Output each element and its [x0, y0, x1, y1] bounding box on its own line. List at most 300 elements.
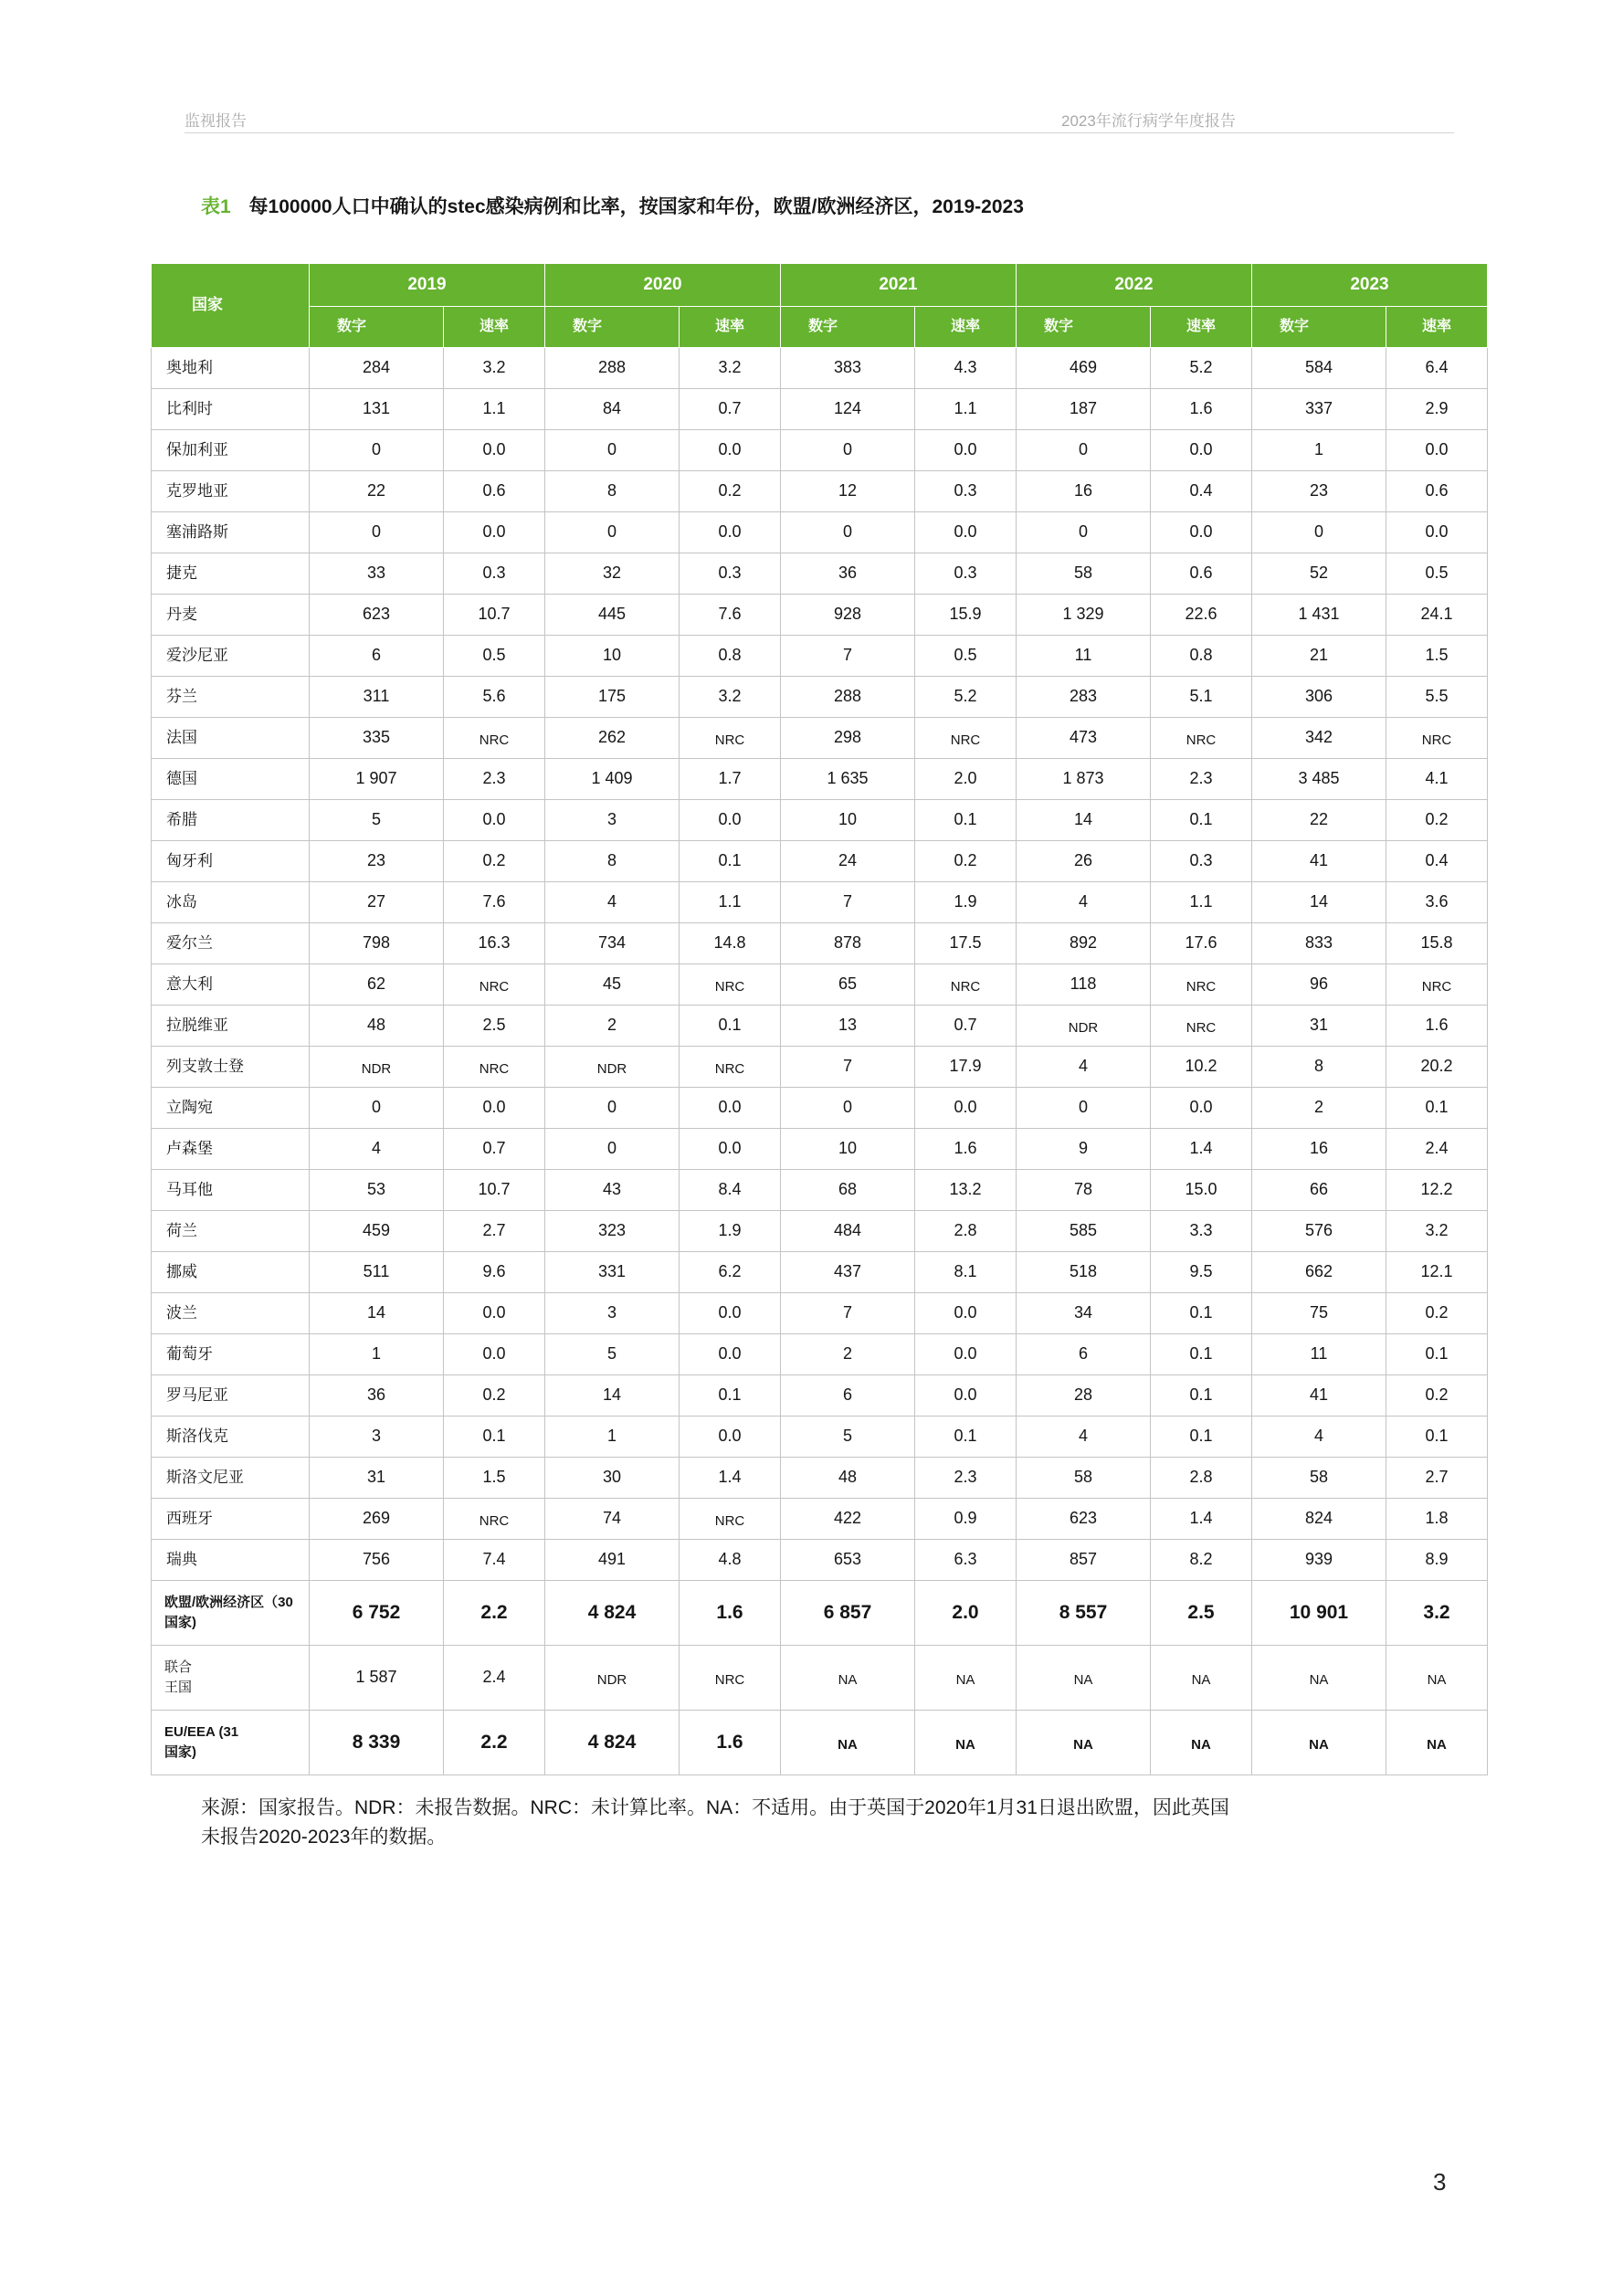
year-header: 2019: [310, 264, 545, 307]
case-count-cell: 65: [781, 964, 915, 1006]
rate-cell: 0.0: [680, 1293, 781, 1334]
rate-cell: 9.6: [444, 1252, 545, 1293]
rate-cell: 9.5: [1151, 1252, 1252, 1293]
case-count-cell: 24: [781, 841, 915, 882]
rate-cell: 2.7: [444, 1211, 545, 1252]
country-name: 葡萄牙: [152, 1334, 310, 1375]
country-name: 德国: [152, 759, 310, 800]
country-name: 匈牙利: [152, 841, 310, 882]
table-row: [152, 636, 1488, 677]
rate-cell: NRC: [680, 1646, 781, 1711]
rate-cell: 0.7: [680, 389, 781, 430]
rate-cell: 0.9: [915, 1499, 1017, 1540]
year-header: 2020: [545, 264, 781, 307]
case-count-cell: 298: [781, 718, 915, 759]
table-row: [152, 1375, 1488, 1417]
country-rows: [152, 348, 1488, 1581]
rate-cell: 8.1: [915, 1252, 1017, 1293]
running-header: [184, 111, 1454, 133]
rate-cell: 2.8: [915, 1211, 1017, 1252]
table-row: [152, 1088, 1488, 1129]
case-count-cell: 4: [310, 1129, 444, 1170]
table-row: [152, 430, 1488, 471]
rate-cell: 0.1: [1151, 1334, 1252, 1375]
rate-cell: 1.1: [915, 389, 1017, 430]
case-count-cell: 22: [310, 471, 444, 512]
case-count-cell: 124: [781, 389, 915, 430]
country-name: 拉脱维亚: [152, 1006, 310, 1047]
case-count-cell: 43: [545, 1170, 680, 1211]
rate-cell: 0.0: [1386, 512, 1488, 553]
rate-cell: 13.2: [915, 1170, 1017, 1211]
rate-cell: 0.6: [1386, 471, 1488, 512]
case-count-cell: 1 431: [1252, 595, 1386, 636]
rate-cell: 0.2: [1386, 1375, 1488, 1417]
case-count-cell: 878: [781, 923, 915, 964]
case-count-cell: 4: [545, 882, 680, 923]
rate-cell: 0.1: [1151, 1293, 1252, 1334]
rate-cell: 1.7: [680, 759, 781, 800]
case-count-cell: 14: [1017, 800, 1151, 841]
rate-cell: NRC: [1151, 964, 1252, 1006]
case-count-cell: 857: [1017, 1540, 1151, 1581]
table-row: [152, 1458, 1488, 1499]
table-row: [152, 1540, 1488, 1581]
country-name: 挪威: [152, 1252, 310, 1293]
rate-cell: 4.8: [680, 1540, 781, 1581]
rate-cell: 0.1: [1151, 800, 1252, 841]
case-count-cell: 31: [310, 1458, 444, 1499]
country-name: 保加利亚: [152, 430, 310, 471]
rate-cell: 0.7: [915, 1006, 1017, 1047]
table-row: [152, 718, 1488, 759]
case-count-cell: 0: [545, 1088, 680, 1129]
rate-cell: 0.0: [444, 1293, 545, 1334]
rate-cell: 8.9: [1386, 1540, 1488, 1581]
rate-cell: 0.0: [915, 1088, 1017, 1129]
rate-cell: 0.0: [915, 430, 1017, 471]
table-row: [152, 1170, 1488, 1211]
rate-cell: 0.7: [444, 1129, 545, 1170]
case-count-cell: 484: [781, 1211, 915, 1252]
footnote-line: 未报告2020-2023年的数据。: [201, 1827, 447, 1848]
case-count-cell: 10: [781, 800, 915, 841]
rate-cell: 0.0: [444, 512, 545, 553]
rate-cell: 1.8: [1386, 1499, 1488, 1540]
row-label-line: 欧盟/欧洲经济区（30: [164, 1595, 293, 1610]
case-count-cell: 798: [310, 923, 444, 964]
rate-cell: 0.0: [680, 1129, 781, 1170]
case-count-cell: NDR: [310, 1047, 444, 1088]
rate-cell: 0.1: [1151, 1375, 1252, 1417]
rate-cell: 2.0: [915, 759, 1017, 800]
rate-cell: 0.4: [1386, 841, 1488, 882]
case-count-cell: 0: [310, 1088, 444, 1129]
rate-cell: 0.0: [680, 800, 781, 841]
rate-cell: 1.6: [1386, 1006, 1488, 1047]
case-count-cell: NA: [1017, 1711, 1151, 1775]
case-count-cell: 2: [781, 1334, 915, 1375]
case-count-cell: 11: [1017, 636, 1151, 677]
rate-cell: 5.2: [1151, 348, 1252, 389]
page-number: 3: [1433, 2168, 1447, 2196]
case-count-cell: 518: [1017, 1252, 1151, 1293]
case-count-cell: 58: [1252, 1458, 1386, 1499]
rate-cell: 0.0: [444, 430, 545, 471]
rate-cell: 2.3: [1151, 759, 1252, 800]
case-count-cell: 2: [545, 1006, 680, 1047]
rate-cell: 0.1: [680, 1006, 781, 1047]
table-row: [152, 841, 1488, 882]
country-name: 荷兰: [152, 1211, 310, 1252]
rate-cell: 0.0: [680, 1334, 781, 1375]
case-count-cell: 131: [310, 389, 444, 430]
rate-cell: 0.0: [680, 430, 781, 471]
case-count-cell: 0: [781, 512, 915, 553]
case-count-subheader: 数字: [781, 307, 915, 348]
case-count-cell: 36: [310, 1375, 444, 1417]
rate-cell: 1.5: [1386, 636, 1488, 677]
rate-cell: 2.3: [915, 1458, 1017, 1499]
table-caption: [201, 195, 1024, 220]
running-header-report-title: 2023年流行病学年度报告: [1061, 112, 1236, 130]
case-count-cell: 3: [545, 1293, 680, 1334]
rate-cell: 17.5: [915, 923, 1017, 964]
case-count-cell: 8: [545, 841, 680, 882]
case-count-cell: 3: [545, 800, 680, 841]
rate-cell: 0.0: [915, 1293, 1017, 1334]
case-count-cell: 16: [1252, 1129, 1386, 1170]
case-count-cell: 1: [545, 1417, 680, 1458]
country-column-header: 国家: [152, 264, 310, 348]
case-count-cell: 3 485: [1252, 759, 1386, 800]
case-count-cell: NA: [781, 1711, 915, 1775]
case-count-cell: 6: [1017, 1334, 1151, 1375]
case-count-cell: 58: [1017, 553, 1151, 595]
table-row: [152, 759, 1488, 800]
rate-cell: 7.4: [444, 1540, 545, 1581]
rate-cell: NRC: [915, 718, 1017, 759]
row-label: [152, 1711, 310, 1775]
case-count-cell: 576: [1252, 1211, 1386, 1252]
case-count-cell: 66: [1252, 1170, 1386, 1211]
case-count-cell: 41: [1252, 841, 1386, 882]
rate-cell: 0.4: [1151, 471, 1252, 512]
case-count-cell: 0: [545, 430, 680, 471]
rate-cell: 4.1: [1386, 759, 1488, 800]
case-count-cell: 511: [310, 1252, 444, 1293]
rate-cell: 0.5: [915, 636, 1017, 677]
table-row: [152, 923, 1488, 964]
rate-subheader: 速率: [444, 307, 545, 348]
country-name: 立陶宛: [152, 1088, 310, 1129]
case-count-cell: 118: [1017, 964, 1151, 1006]
table-row: [152, 964, 1488, 1006]
rate-cell: NA: [1386, 1646, 1488, 1711]
rate-cell: NRC: [680, 964, 781, 1006]
case-count-cell: 12: [781, 471, 915, 512]
table-row: [152, 553, 1488, 595]
case-count-cell: 10 901: [1252, 1581, 1386, 1646]
rate-subheader: 速率: [680, 307, 781, 348]
case-count-subheader: 数字: [1017, 307, 1151, 348]
rate-cell: 1.4: [1151, 1129, 1252, 1170]
table-row: [152, 882, 1488, 923]
table-number: 表1: [201, 196, 231, 217]
rate-cell: 0.1: [680, 841, 781, 882]
table-row: [152, 800, 1488, 841]
case-count-cell: 0: [781, 430, 915, 471]
case-count-cell: 1 587: [310, 1646, 444, 1711]
case-count-cell: NA: [1017, 1646, 1151, 1711]
case-count-cell: 1 635: [781, 759, 915, 800]
rate-cell: 5.1: [1151, 677, 1252, 718]
case-count-cell: NA: [1252, 1646, 1386, 1711]
table-row: [152, 1293, 1488, 1334]
case-count-cell: NDR: [545, 1646, 680, 1711]
case-count-cell: 756: [310, 1540, 444, 1581]
rate-cell: 10.7: [444, 1170, 545, 1211]
case-count-cell: 34: [1017, 1293, 1151, 1334]
case-count-cell: 1 329: [1017, 595, 1151, 636]
rate-cell: NRC: [680, 1499, 781, 1540]
case-count-cell: 284: [310, 348, 444, 389]
case-count-cell: 0: [1017, 1088, 1151, 1129]
case-count-cell: 262: [545, 718, 680, 759]
case-count-cell: 662: [1252, 1252, 1386, 1293]
rate-cell: 5.2: [915, 677, 1017, 718]
case-count-cell: 7: [781, 636, 915, 677]
case-count-cell: 53: [310, 1170, 444, 1211]
rate-cell: 12.2: [1386, 1170, 1488, 1211]
case-count-cell: 187: [1017, 389, 1151, 430]
rate-cell: NA: [1151, 1646, 1252, 1711]
case-count-cell: 16: [1017, 471, 1151, 512]
rate-cell: 1.6: [1151, 389, 1252, 430]
case-count-cell: 734: [545, 923, 680, 964]
case-count-cell: 175: [545, 677, 680, 718]
rate-cell: 0.0: [1151, 430, 1252, 471]
rate-cell: NRC: [680, 718, 781, 759]
case-count-cell: 75: [1252, 1293, 1386, 1334]
case-count-cell: 342: [1252, 718, 1386, 759]
rate-cell: 0.1: [1386, 1334, 1488, 1375]
rate-cell: 1.9: [915, 882, 1017, 923]
case-count-cell: 0: [310, 512, 444, 553]
rate-cell: 0.3: [444, 553, 545, 595]
rate-cell: 0.2: [680, 471, 781, 512]
case-count-cell: 33: [310, 553, 444, 595]
rate-cell: 2.8: [1151, 1458, 1252, 1499]
case-count-cell: 45: [545, 964, 680, 1006]
rate-cell: 16.3: [444, 923, 545, 964]
case-count-cell: 422: [781, 1499, 915, 1540]
rate-cell: 0.0: [915, 512, 1017, 553]
case-count-cell: 0: [1252, 512, 1386, 553]
case-count-cell: 5: [545, 1334, 680, 1375]
rate-cell: 1.9: [680, 1211, 781, 1252]
rate-cell: 0.0: [1151, 1088, 1252, 1129]
table-row: [152, 1499, 1488, 1540]
case-count-cell: 8 557: [1017, 1581, 1151, 1646]
case-count-subheader: 数字: [545, 307, 680, 348]
united-kingdom-row: [152, 1646, 1488, 1711]
rate-cell: 24.1: [1386, 595, 1488, 636]
table-row: [152, 1417, 1488, 1458]
case-count-cell: 62: [310, 964, 444, 1006]
rate-subheader: 速率: [915, 307, 1017, 348]
case-count-cell: 23: [310, 841, 444, 882]
case-count-cell: 41: [1252, 1375, 1386, 1417]
rate-cell: 0.0: [915, 1375, 1017, 1417]
case-count-cell: 5: [781, 1417, 915, 1458]
table-row: [152, 595, 1488, 636]
country-name: 斯洛文尼亚: [152, 1458, 310, 1499]
rate-cell: 6.2: [680, 1252, 781, 1293]
rate-cell: NRC: [1386, 964, 1488, 1006]
case-count-cell: 4 824: [545, 1581, 680, 1646]
year-header: 2022: [1017, 264, 1252, 307]
case-count-cell: 288: [545, 348, 680, 389]
rate-cell: NRC: [1151, 718, 1252, 759]
rate-cell: 1.1: [444, 389, 545, 430]
case-count-cell: 0: [1017, 430, 1151, 471]
case-count-cell: 928: [781, 595, 915, 636]
case-count-cell: 585: [1017, 1211, 1151, 1252]
rate-cell: 0.0: [1386, 430, 1488, 471]
case-count-cell: 68: [781, 1170, 915, 1211]
rate-cell: 0.3: [915, 553, 1017, 595]
country-name: 塞浦路斯: [152, 512, 310, 553]
case-count-cell: 323: [545, 1211, 680, 1252]
row-label-line: 国家): [164, 1744, 196, 1760]
rate-cell: 0.1: [680, 1375, 781, 1417]
case-count-cell: 437: [781, 1252, 915, 1293]
country-name: 波兰: [152, 1293, 310, 1334]
case-count-cell: 48: [781, 1458, 915, 1499]
rate-cell: 2.2: [444, 1711, 545, 1775]
rate-subheader: 速率: [1151, 307, 1252, 348]
case-count-cell: 74: [545, 1499, 680, 1540]
row-label: [152, 1646, 310, 1711]
case-count-cell: 269: [310, 1499, 444, 1540]
country-name: 法国: [152, 718, 310, 759]
case-count-cell: 623: [1017, 1499, 1151, 1540]
table-row: [152, 348, 1488, 389]
rate-cell: 2.2: [444, 1581, 545, 1646]
rate-cell: 1.1: [1151, 882, 1252, 923]
case-count-cell: NDR: [1017, 1006, 1151, 1047]
year-header-row: [152, 264, 1488, 307]
rate-cell: 2.0: [915, 1581, 1017, 1646]
case-count-cell: 23: [1252, 471, 1386, 512]
rate-cell: 0.1: [1386, 1417, 1488, 1458]
rate-cell: 0.2: [444, 841, 545, 882]
rate-cell: NRC: [1386, 718, 1488, 759]
case-count-cell: 26: [1017, 841, 1151, 882]
case-count-cell: 4 824: [545, 1711, 680, 1775]
rate-cell: 0.3: [680, 553, 781, 595]
rate-cell: 0.0: [915, 1334, 1017, 1375]
table-footnote: [201, 1794, 1229, 1852]
rate-cell: 0.1: [915, 800, 1017, 841]
table-row: [152, 677, 1488, 718]
rate-cell: 0.5: [1386, 553, 1488, 595]
case-count-cell: 0: [545, 1129, 680, 1170]
rate-cell: NRC: [915, 964, 1017, 1006]
case-count-cell: 335: [310, 718, 444, 759]
rate-cell: 1.5: [444, 1458, 545, 1499]
rate-cell: 5.5: [1386, 677, 1488, 718]
running-header-section: 监视报告: [184, 112, 247, 130]
rate-cell: 5.6: [444, 677, 545, 718]
rate-cell: 0.8: [1151, 636, 1252, 677]
country-name: 奥地利: [152, 348, 310, 389]
country-name: 芬兰: [152, 677, 310, 718]
rate-cell: 17.9: [915, 1047, 1017, 1088]
subheader-row: [152, 307, 1488, 348]
rate-cell: 3.6: [1386, 882, 1488, 923]
rate-cell: 22.6: [1151, 595, 1252, 636]
row-label-line: 联合: [164, 1659, 193, 1675]
case-count-cell: NA: [781, 1646, 915, 1711]
country-name: 西班牙: [152, 1499, 310, 1540]
rate-cell: 0.1: [1386, 1088, 1488, 1129]
rate-cell: 7.6: [680, 595, 781, 636]
country-name: 爱尔兰: [152, 923, 310, 964]
case-count-cell: 584: [1252, 348, 1386, 389]
rate-cell: 12.1: [1386, 1252, 1488, 1293]
case-count-cell: 2: [1252, 1088, 1386, 1129]
rate-cell: 1.6: [680, 1581, 781, 1646]
rate-cell: 0.2: [444, 1375, 545, 1417]
table-row: [152, 1211, 1488, 1252]
rate-cell: 0.1: [915, 1417, 1017, 1458]
country-name: 冰岛: [152, 882, 310, 923]
case-count-cell: 7: [781, 882, 915, 923]
case-count-cell: 14: [1252, 882, 1386, 923]
rate-cell: 0.6: [1151, 553, 1252, 595]
stec-cases-table: [151, 263, 1488, 1775]
rate-cell: 7.6: [444, 882, 545, 923]
case-count-cell: 1 907: [310, 759, 444, 800]
case-count-cell: 6 857: [781, 1581, 915, 1646]
eu-eea-31-total-row: [152, 1711, 1488, 1775]
footnote-line: 来源：国家报告。NDR：未报告数据。NRC：未计算比率。NA：不适用。由于英国于2020年1月31日退出欧盟，因此英国: [201, 1797, 1229, 1818]
case-count-cell: 288: [781, 677, 915, 718]
case-count-cell: 13: [781, 1006, 915, 1047]
case-count-cell: 1: [1252, 430, 1386, 471]
case-count-cell: 4: [1017, 1047, 1151, 1088]
rate-cell: 4.3: [915, 348, 1017, 389]
case-count-cell: 52: [1252, 553, 1386, 595]
rate-cell: 10.7: [444, 595, 545, 636]
case-count-cell: 311: [310, 677, 444, 718]
rate-cell: 0.6: [444, 471, 545, 512]
table-row: [152, 471, 1488, 512]
case-count-cell: 0: [1017, 512, 1151, 553]
case-count-cell: 4: [1017, 1417, 1151, 1458]
rate-cell: 0.8: [680, 636, 781, 677]
case-count-cell: 283: [1017, 677, 1151, 718]
case-count-cell: 21: [1252, 636, 1386, 677]
rate-cell: 0.0: [444, 1088, 545, 1129]
case-count-cell: 833: [1252, 923, 1386, 964]
case-count-cell: 78: [1017, 1170, 1151, 1211]
rate-cell: 0.0: [1151, 512, 1252, 553]
rate-cell: 6.4: [1386, 348, 1488, 389]
rate-cell: 2.9: [1386, 389, 1488, 430]
